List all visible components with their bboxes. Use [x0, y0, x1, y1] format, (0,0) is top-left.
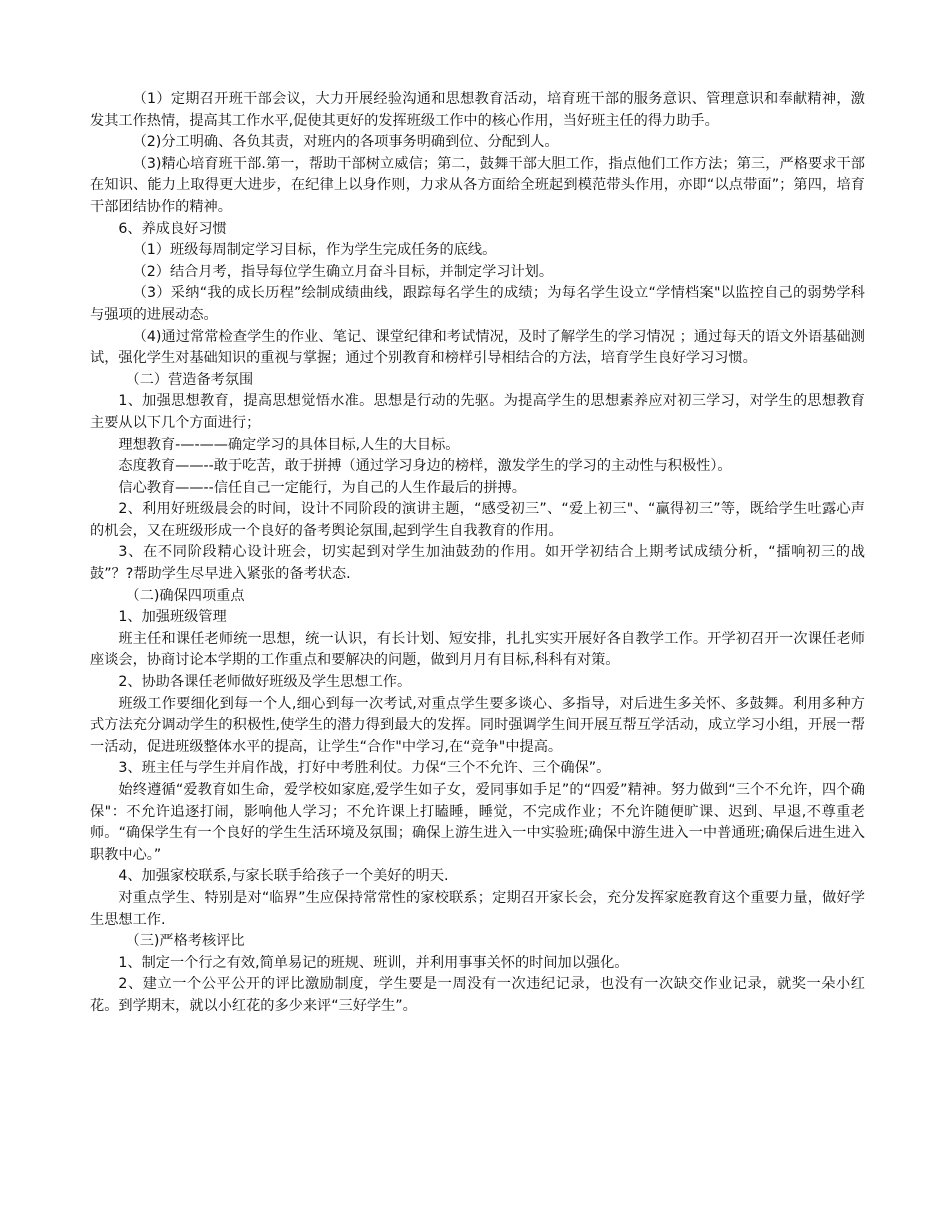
- paragraph: 态度教育——--敢于吃苦，敢于拼搏（通过学习身边的榜样，激发学生的学习的主动性与积极性）。: [118, 458, 732, 475]
- section-heading: 1、加强班级管理: [118, 609, 227, 626]
- document-body: [90, 89, 865, 1018]
- paragraph: 班级工作要细化到每一个人,细心到每一次考试,对重点学生要多谈心、多指导，对后进生多关怀、多鼓舞。利用多种方式方法充分调动学生的积极性,使学生的潜力得到最大的发挥。同时强调学生间开展互帮互学活动，成立学习小组，开展一帮一活动，促进班级整体水平的提高，让学生“合作"中学习,在“竞争"中提高。: [90, 695, 865, 755]
- paragraph: 信心教育——--信任自己一定能行，为自己的人生作最后的拼搏。: [118, 479, 526, 496]
- paragraph: （2)分工明确、各负其责，对班内的各项事务明确到位、分配到人。: [132, 134, 559, 151]
- section-heading: 3、班主任与学生并肩作战，打好中考胜利仗。力保“三个不允许、三个确保”。: [118, 760, 611, 777]
- paragraph: （1）定期召开班干部会议，大力开展经验沟通和思想教育活动，培育班干部的服务意识、管理意识和奉献精神，激发其工作热情，提高其工作水平,促使其更好的发挥班级工作中的核心作用，当好班主任的得力助手。: [90, 91, 865, 129]
- paragraph: 班主任和课任老师统一思想，统一认识，有长计划、短安排，扎扎实实开展好各自教学工作。开学初召开一次课任老师座谈会，协商讨论本学期的工作重点和要解决的问题，做到月月有目标,科科有对策。: [90, 630, 865, 669]
- section-heading: 2、协助各课任老师做好班级及学生思想工作。: [118, 674, 412, 691]
- paragraph: （2）结合月考，指导每位学生确立月奋斗目标，并制定学习计划。: [132, 263, 554, 280]
- paragraph: （3）采纳“我的成长历程”绘制成绩曲线，跟踪每名学生的成绩；为每名学生设立“学情档案"以监控自己的弱势学科与强项的进展动态。: [90, 285, 865, 323]
- section-heading: （三)严格考核评比: [125, 933, 245, 950]
- paragraph: （4)通过常常检查学生的作业、笔记、课堂纪律和考试情况，及时了解学生的学习情况 ；通过每天的语文外语基础测试，强化学生对基础知识的重视与掌握；通过个别教育和榜样引导相结合的方法，培育学生良好学习习惯。: [90, 328, 865, 367]
- paragraph: 2、建立一个公平公开的评比激励制度，学生要是一周没有一次违纪记录，也没有一次缺交作业记录，就奖一朵小红花。到学期末，就以小红花的多少来评“三好学生”。: [90, 976, 865, 1014]
- paragraph: 3、在不同阶段精心设计班会，切实起到对学生加油鼓劲的作用。如开学初结合上期考试成绩分析，“擂响初三的战鼓”？?帮助学生尽早进入紧张的备考状态.: [90, 544, 865, 583]
- section-heading: 4、加强家校联系,与家长联手给孩子一个美好的明天.: [118, 868, 449, 885]
- paragraph: （3)精心培育班干部.第一，帮助干部树立威信；第二，鼓舞干部大胆工作，指点他们工作方法；第三，严格要求干部在知识、能力上取得更大进步，在纪律上以身作则，力求从各方面给全班起到模范带头作用，亦即“以点带面”；第四，培育干部团结协作的精神。: [90, 155, 865, 215]
- paragraph: 2、利用好班级晨会的时间，设计不同阶段的演讲主题，“感受初三”、“爱上初三"、“赢得初三”等，既给学生吐露心声的机会，又在班级形成一个良好的备考舆论氛围,起到学生自我教育的作用。: [90, 501, 865, 539]
- paragraph: 始终遵循“爱教育如生命，爱学校如家庭,爱学生如子女，爱同事如手足”的“四爱”精神。努力做到“三个不允许，四个确保"：不允许追逐打闹，影响他人学习；不允许课上打瞌睡，睡觉，不完成作业；不允许随便旷课、迟到、早退,不尊重老师。“确保学生有一个良好的学生生活环境及氛围；确保上游生进入一中实验班;确保中游生进入一中普通班;确保后进生进入职教中心。”: [90, 782, 865, 863]
- section-heading: 6、养成良好习惯: [118, 220, 227, 237]
- section-heading: （二)确保四项重点: [125, 587, 245, 604]
- paragraph: 对重点学生、特别是对“临界”生应保持常常性的家校联系；定期召开家长会，充分发挥家庭教育这个重要力量，做好学生思想工作.: [90, 889, 865, 928]
- paragraph: 1、加强思想教育，提高思想觉悟水准。思想是行动的先驱。为提高学生的思想素养应对初三学习，对学生的思想教育主要从以下几个方面进行；: [90, 393, 865, 431]
- paragraph: 理想教育-—-——确定学习的具体目标,人生的大目标。: [118, 436, 460, 453]
- paragraph: 1、制定一个行之有效,简单易记的班规、班训，并利用事事关怀的时间加以强化。: [118, 954, 629, 971]
- paragraph: （1）班级每周制定学习目标，作为学生完成任务的底线。: [132, 242, 497, 259]
- section-heading: （二）营造备考氛围: [125, 371, 254, 388]
